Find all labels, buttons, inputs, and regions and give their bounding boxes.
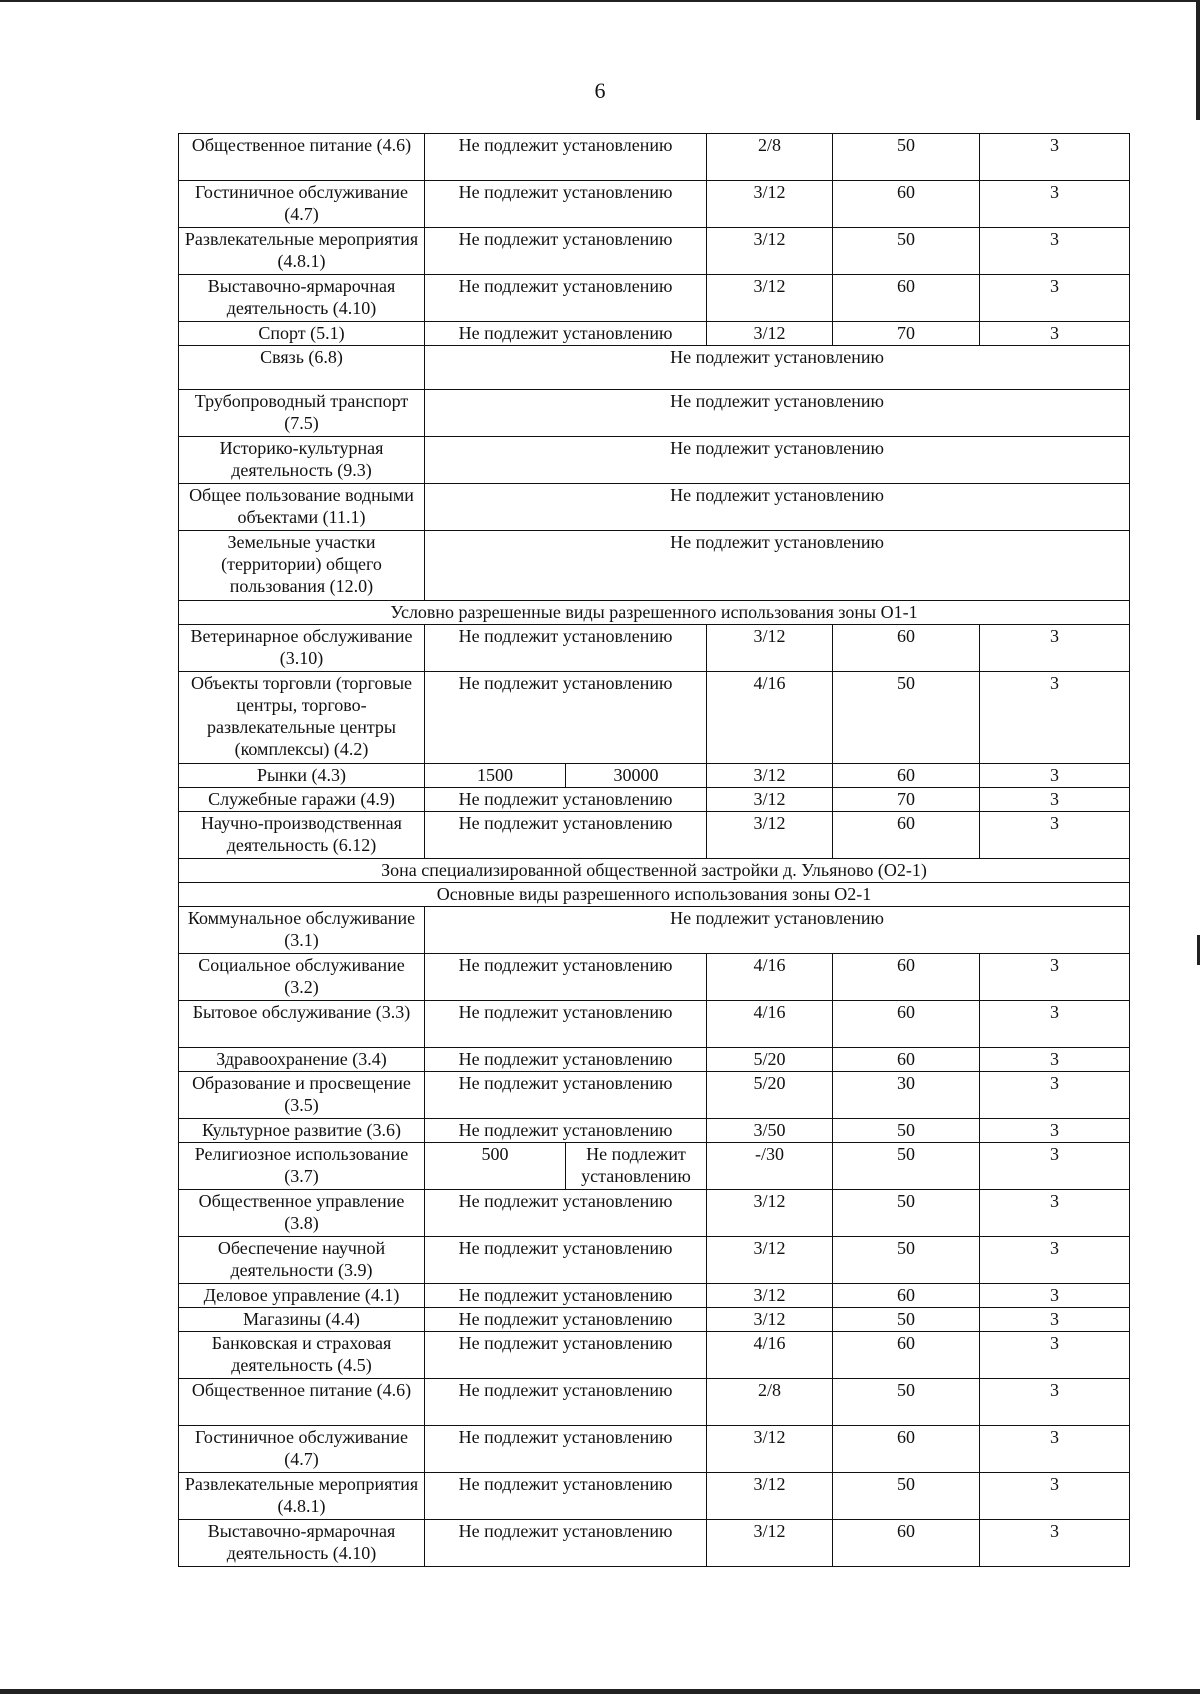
merged-value-cell: Не подлежит установлению bbox=[425, 531, 1130, 601]
setback-cell: 3 bbox=[980, 1072, 1130, 1119]
table-row bbox=[179, 134, 1130, 181]
coverage-percent-cell: 50 bbox=[833, 1308, 980, 1332]
coverage-percent-cell: 60 bbox=[833, 764, 980, 788]
area-limits-cell: Не подлежит установлению bbox=[425, 1473, 707, 1520]
page-number: 6 bbox=[594, 78, 606, 103]
area-limits-cell: Не подлежит установлению bbox=[425, 1284, 707, 1308]
table-row bbox=[179, 531, 1130, 601]
coverage-percent-cell: 60 bbox=[833, 812, 980, 859]
setback-cell: 3 bbox=[980, 1284, 1130, 1308]
table-row bbox=[179, 437, 1130, 484]
coverage-percent-cell: 50 bbox=[833, 1237, 980, 1284]
floors-height-cell: 3/12 bbox=[707, 788, 833, 812]
merged-value-cell: Не подлежит установлению bbox=[425, 907, 1130, 954]
use-type-cell: Общее пользование водными объектами (11.1) bbox=[179, 484, 425, 531]
floors-height-cell: 5/20 bbox=[707, 1072, 833, 1119]
setback-cell: 3 bbox=[980, 134, 1130, 181]
setback-cell: 3 bbox=[980, 1473, 1130, 1520]
use-type-cell: Выставочно-ярмарочная деятельность (4.10) bbox=[179, 275, 425, 322]
coverage-percent-cell: 60 bbox=[833, 275, 980, 322]
area-limits-cell: Не подлежит установлению bbox=[425, 322, 707, 346]
section-title: Основные виды разрешенного использования зоны О2-1 bbox=[179, 883, 1130, 907]
table-row bbox=[179, 1143, 1130, 1190]
floors-height-cell: 3/12 bbox=[707, 764, 833, 788]
setback-cell: 3 bbox=[980, 1119, 1130, 1143]
table-row bbox=[179, 625, 1130, 672]
floors-height-cell: 3/12 bbox=[707, 228, 833, 275]
area-limits-cell: Не подлежит установлению bbox=[425, 1379, 707, 1426]
area-limits-cell: Не подлежит установлению bbox=[425, 1426, 707, 1473]
zoning-regulations-table bbox=[178, 133, 1130, 1567]
table-row bbox=[179, 1473, 1130, 1520]
table-row bbox=[179, 907, 1130, 954]
use-type-cell: Гостиничное обслуживание (4.7) bbox=[179, 181, 425, 228]
use-type-cell: Здравоохранение (3.4) bbox=[179, 1048, 425, 1072]
floors-height-cell: 2/8 bbox=[707, 1379, 833, 1426]
coverage-percent-cell: 60 bbox=[833, 181, 980, 228]
use-type-cell: Магазины (4.4) bbox=[179, 1308, 425, 1332]
table-row bbox=[179, 484, 1130, 531]
floors-height-cell: 3/12 bbox=[707, 1237, 833, 1284]
floors-height-cell: 3/12 bbox=[707, 275, 833, 322]
setback-cell: 3 bbox=[980, 1001, 1130, 1048]
table-row bbox=[179, 672, 1130, 764]
floors-height-cell: 3/12 bbox=[707, 1426, 833, 1473]
floors-height-cell: 3/12 bbox=[707, 1284, 833, 1308]
coverage-percent-cell: 60 bbox=[833, 1284, 980, 1308]
setback-cell: 3 bbox=[980, 228, 1130, 275]
use-type-cell: Служебные гаражи (4.9) bbox=[179, 788, 425, 812]
use-type-cell: Земельные участки (территории) общего пользования (12.0) bbox=[179, 531, 425, 601]
area-limits-cell: Не подлежит установлению bbox=[425, 1520, 707, 1567]
floors-height-cell: 3/12 bbox=[707, 181, 833, 228]
use-type-cell: Коммунальное обслуживание (3.1) bbox=[179, 907, 425, 954]
use-type-cell: Социальное обслуживание (3.2) bbox=[179, 954, 425, 1001]
setback-cell: 3 bbox=[980, 788, 1130, 812]
floors-height-cell: 4/16 bbox=[707, 1332, 833, 1379]
floors-height-cell: 3/12 bbox=[707, 1520, 833, 1567]
use-type-cell: Объекты торговли (торговые центры, торгово-развлекательные центры (комплексы) (4.2) bbox=[179, 672, 425, 764]
area-limits-cell: Не подлежит установлению bbox=[425, 672, 707, 764]
floors-height-cell: -/30 bbox=[707, 1143, 833, 1190]
setback-cell: 3 bbox=[980, 275, 1130, 322]
use-type-cell: Образование и просвещение (3.5) bbox=[179, 1072, 425, 1119]
coverage-percent-cell: 50 bbox=[833, 672, 980, 764]
area-limits-cell: Не подлежит установлению bbox=[425, 1072, 707, 1119]
use-type-cell: Ветеринарное обслуживание (3.10) bbox=[179, 625, 425, 672]
coverage-percent-cell: 60 bbox=[833, 954, 980, 1001]
area-limits-cell: Не подлежит установлению bbox=[425, 228, 707, 275]
table-row bbox=[179, 275, 1130, 322]
floors-height-cell: 4/16 bbox=[707, 954, 833, 1001]
setback-cell: 3 bbox=[980, 1190, 1130, 1237]
min-area-cell: 1500 bbox=[425, 764, 566, 788]
table-body bbox=[179, 134, 1130, 1567]
floors-height-cell: 2/8 bbox=[707, 134, 833, 181]
table-row bbox=[179, 1190, 1130, 1237]
table-row bbox=[179, 1426, 1130, 1473]
section-header-row bbox=[179, 601, 1130, 625]
table-row bbox=[179, 1308, 1130, 1332]
use-type-cell: Гостиничное обслуживание (4.7) bbox=[179, 1426, 425, 1473]
table-row bbox=[179, 322, 1130, 346]
table-row bbox=[179, 346, 1130, 390]
setback-cell: 3 bbox=[980, 322, 1130, 346]
setback-cell: 3 bbox=[980, 1308, 1130, 1332]
use-type-cell: Деловое управление (4.1) bbox=[179, 1284, 425, 1308]
setback-cell: 3 bbox=[980, 1426, 1130, 1473]
use-type-cell: Выставочно-ярмарочная деятельность (4.10) bbox=[179, 1520, 425, 1567]
section-title: Зона специализированной общественной застройки д. Ульяново (О2-1) bbox=[179, 859, 1130, 883]
setback-cell: 3 bbox=[980, 1379, 1130, 1426]
floors-height-cell: 5/20 bbox=[707, 1048, 833, 1072]
coverage-percent-cell: 70 bbox=[833, 788, 980, 812]
floors-height-cell: 3/12 bbox=[707, 1190, 833, 1237]
setback-cell: 3 bbox=[980, 1143, 1130, 1190]
area-limits-cell: Не подлежит установлению bbox=[425, 788, 707, 812]
setback-cell: 3 bbox=[980, 672, 1130, 764]
scan-edge-top bbox=[0, 0, 1200, 2]
coverage-percent-cell: 50 bbox=[833, 228, 980, 275]
setback-cell: 3 bbox=[980, 1520, 1130, 1567]
merged-value-cell: Не подлежит установлению bbox=[425, 484, 1130, 531]
min-area-cell: 500 bbox=[425, 1143, 566, 1190]
use-type-cell: Рынки (4.3) bbox=[179, 764, 425, 788]
table-row bbox=[179, 812, 1130, 859]
coverage-percent-cell: 70 bbox=[833, 322, 980, 346]
use-type-cell: Историко-культурная деятельность (9.3) bbox=[179, 437, 425, 484]
merged-value-cell: Не подлежит установлению bbox=[425, 437, 1130, 484]
coverage-percent-cell: 50 bbox=[833, 1379, 980, 1426]
area-limits-cell: Не подлежит установлению bbox=[425, 134, 707, 181]
section-header-row bbox=[179, 883, 1130, 907]
area-limits-cell: Не подлежит установлению bbox=[425, 275, 707, 322]
floors-height-cell: 3/12 bbox=[707, 1473, 833, 1520]
use-type-cell: Общественное управление (3.8) bbox=[179, 1190, 425, 1237]
merged-value-cell: Не подлежит установлению bbox=[425, 390, 1130, 437]
coverage-percent-cell: 60 bbox=[833, 1520, 980, 1567]
max-area-cell: 30000 bbox=[566, 764, 707, 788]
table-row bbox=[179, 1284, 1130, 1308]
coverage-percent-cell: 50 bbox=[833, 134, 980, 181]
floors-height-cell: 3/12 bbox=[707, 812, 833, 859]
table-row bbox=[179, 1379, 1130, 1426]
use-type-cell: Трубопроводный транспорт (7.5) bbox=[179, 390, 425, 437]
floors-height-cell: 4/16 bbox=[707, 1001, 833, 1048]
setback-cell: 3 bbox=[980, 1048, 1130, 1072]
floors-height-cell: 3/12 bbox=[707, 322, 833, 346]
coverage-percent-cell: 30 bbox=[833, 1072, 980, 1119]
coverage-percent-cell: 60 bbox=[833, 1426, 980, 1473]
section-header-row bbox=[179, 859, 1130, 883]
table-row bbox=[179, 181, 1130, 228]
use-type-cell: Развлекательные мероприятия (4.8.1) bbox=[179, 1473, 425, 1520]
use-type-cell: Развлекательные мероприятия (4.8.1) bbox=[179, 228, 425, 275]
area-limits-cell: Не подлежит установлению bbox=[425, 1237, 707, 1284]
coverage-percent-cell: 50 bbox=[833, 1473, 980, 1520]
coverage-percent-cell: 50 bbox=[833, 1119, 980, 1143]
floors-height-cell: 4/16 bbox=[707, 672, 833, 764]
table-row bbox=[179, 954, 1130, 1001]
use-type-cell: Культурное развитие (3.6) bbox=[179, 1119, 425, 1143]
table-row bbox=[179, 1119, 1130, 1143]
coverage-percent-cell: 50 bbox=[833, 1190, 980, 1237]
coverage-percent-cell: 60 bbox=[833, 625, 980, 672]
table-row bbox=[179, 1332, 1130, 1379]
coverage-percent-cell: 50 bbox=[833, 1143, 980, 1190]
table-row bbox=[179, 764, 1130, 788]
area-limits-cell: Не подлежит установлению bbox=[425, 1119, 707, 1143]
setback-cell: 3 bbox=[980, 181, 1130, 228]
coverage-percent-cell: 60 bbox=[833, 1001, 980, 1048]
floors-height-cell: 3/12 bbox=[707, 1308, 833, 1332]
table-row bbox=[179, 1520, 1130, 1567]
use-type-cell: Банковская и страховая деятельность (4.5) bbox=[179, 1332, 425, 1379]
area-limits-cell: Не подлежит установлению bbox=[425, 812, 707, 859]
section-title: Условно разрешенные виды разрешенного использования зоны О1-1 bbox=[179, 601, 1130, 625]
area-limits-cell: Не подлежит установлению bbox=[425, 181, 707, 228]
setback-cell: 3 bbox=[980, 954, 1130, 1001]
coverage-percent-cell: 60 bbox=[833, 1048, 980, 1072]
table-row bbox=[179, 228, 1130, 275]
area-limits-cell: Не подлежит установлению bbox=[425, 1332, 707, 1379]
max-area-cell: Не подлежит установлению bbox=[566, 1143, 707, 1190]
area-limits-cell: Не подлежит установлению bbox=[425, 1001, 707, 1048]
table-row bbox=[179, 1072, 1130, 1119]
setback-cell: 3 bbox=[980, 625, 1130, 672]
setback-cell: 3 bbox=[980, 1237, 1130, 1284]
area-limits-cell: Не подлежит установлению bbox=[425, 1048, 707, 1072]
use-type-cell: Научно-производственная деятельность (6.12) bbox=[179, 812, 425, 859]
use-type-cell: Религиозное использование (3.7) bbox=[179, 1143, 425, 1190]
use-type-cell: Общественное питание (4.6) bbox=[179, 134, 425, 181]
floors-height-cell: 3/12 bbox=[707, 625, 833, 672]
table-row bbox=[179, 1237, 1130, 1284]
area-limits-cell: Не подлежит установлению bbox=[425, 625, 707, 672]
setback-cell: 3 bbox=[980, 764, 1130, 788]
setback-cell: 3 bbox=[980, 1332, 1130, 1379]
merged-value-cell: Не подлежит установлению bbox=[425, 346, 1130, 390]
table-row bbox=[179, 1048, 1130, 1072]
table-row bbox=[179, 1001, 1130, 1048]
use-type-cell: Бытовое обслуживание (3.3) bbox=[179, 1001, 425, 1048]
coverage-percent-cell: 60 bbox=[833, 1332, 980, 1379]
use-type-cell: Общественное питание (4.6) bbox=[179, 1379, 425, 1426]
setback-cell: 3 bbox=[980, 812, 1130, 859]
use-type-cell: Связь (6.8) bbox=[179, 346, 425, 390]
table-row bbox=[179, 788, 1130, 812]
floors-height-cell: 3/50 bbox=[707, 1119, 833, 1143]
table-row bbox=[179, 390, 1130, 437]
area-limits-cell: Не подлежит установлению bbox=[425, 954, 707, 1001]
area-limits-cell: Не подлежит установлению bbox=[425, 1308, 707, 1332]
use-type-cell: Обеспечение научной деятельности (3.9) bbox=[179, 1237, 425, 1284]
scan-edge-bottom bbox=[0, 1689, 1200, 1694]
use-type-cell: Спорт (5.1) bbox=[179, 322, 425, 346]
area-limits-cell: Не подлежит установлению bbox=[425, 1190, 707, 1237]
